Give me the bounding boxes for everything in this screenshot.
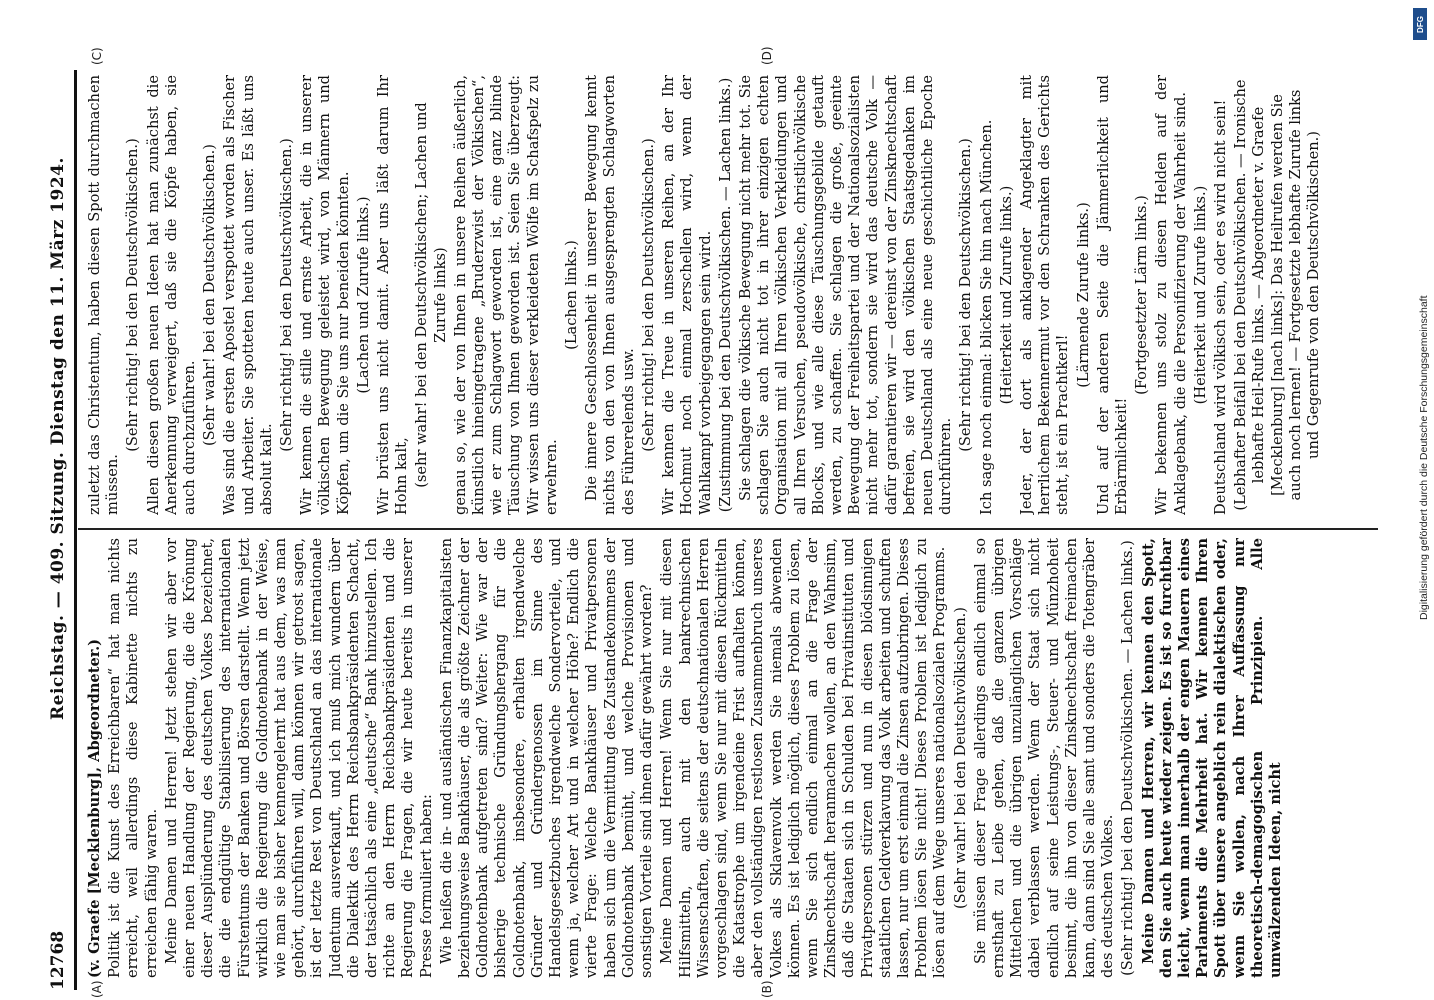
- right-paragraph: zuletzt das Christentum, haben diesen Spott durchmachen müssen.: [86, 75, 122, 515]
- right-paragraph: (Lärmende Zurufe links.): [1074, 202, 1092, 388]
- right-paragraph: Was sind die ersten Apostel verspottet worden als Fischer und Arbeiter. Sie spotteten heute auch unser. Es läßt uns absolut kalt.: [221, 75, 275, 515]
- right-paragraph: Deutschland wird völkisch sein, oder es wird nicht sein!: [1211, 99, 1229, 515]
- right-paragraph: (Zustimmung bei den Deutschvölkischen. — Lachen links.): [716, 77, 734, 513]
- right-paragraph: Wir brüsten uns nicht damit. Aber uns läßt darum Ihr Hohn kalt,: [375, 75, 411, 515]
- margin-mark-c: (C): [90, 47, 104, 65]
- right-paragraph: (Fortgesetzter Lärm links.): [1133, 195, 1151, 395]
- left-paragraph: (Sehr wahr! bei den Deutschvölkischen.): [951, 607, 969, 910]
- digitization-credit: Digitalisierung gefördert durch die Deutsche Forschungsgemeinschaft: [1418, 295, 1430, 620]
- right-paragraph: genau so, wie der von Ihnen in unsere Reihen äußerlich, künstlich hineingetragene „Bruderzwist der Völkischen“, wie er zum Schlagwort geworden ist, eine ganz blinde Täuschung von Ihnen geworden ist. Seien Sie überzeugt: Wir wissen uns dieser verkleideten Wölfe im Schafspelz zu erwehren.: [451, 75, 560, 515]
- right-paragraph: (Heiterkeit und Zurufe links.): [997, 185, 1015, 405]
- right-paragraph: (Lebhafter Beifall bei den Deutschvölkischen. — Ironische lebhafte Heil-Rufe links. — Abgeordneter v. Graefe [Mecklenburg] [nach links]: Das Heilrufen werden Sie auch noch lernen! — Fortgesetzte lebhafte Zurufe links und Gegenrufe von den Deutschvölkischen.): [1232, 79, 1322, 511]
- right-paragraph: (Sehr richtig! bei den Deutschvölkischen.): [278, 138, 296, 452]
- right-paragraph: (Sehr richtig! bei den Deutschvölkischen.): [124, 138, 142, 452]
- left-paragraph: (v. Graefe [Mecklenburg], Abgeordneter.): [86, 638, 103, 978]
- right-paragraph: (Heiterkeit und Zurufe links.): [1191, 185, 1209, 405]
- right-paragraph: Wir bekennen uns stolz zu diesen Helden auf der Anklagebank, die die Personifizierung der Wahrheit sind.: [1153, 75, 1189, 515]
- rotated-page: [40, 0, 1400, 1000]
- page-number: 12768: [48, 930, 68, 990]
- right-paragraph: Ich sage noch einmal: blicken Sie hin nach München.: [977, 119, 995, 515]
- right-paragraph: Wir kennen die Treue in unseren Reihen, an der Ihr Hochmut noch einmal zerschellen wird, wenn der Wahlkampf vorbeigegangen sein wird.: [660, 75, 714, 515]
- page-header: [48, 70, 77, 990]
- right-column: [86, 75, 1376, 515]
- left-column: [86, 538, 1376, 978]
- right-paragraph: Allen diesen großen neuen Ideen hat man zunächst die Anerkennung verweigert, daß sie die Köpfe haben, sie auch durchzuführen.: [144, 75, 199, 515]
- right-paragraph: (Sehr wahr! bei den Deutschvölkischen.): [201, 144, 219, 447]
- margin-mark-b: (B): [760, 980, 774, 998]
- dfg-logo-text: DFG: [1415, 15, 1425, 33]
- right-paragraph: Die innere Geschlossenheit in unserer Bewegung kennt nichts von den von Ihnen ausgesprengten Schlagworten des Führerelends usw.: [583, 75, 637, 515]
- left-paragraph: Meine Damen und Herren! Jetzt stehen wir aber vor einer neuen Handlung der Regierung, die die Krönung dieser Ausplünderung des deutschen Volkes bezeichnet, die die endgültige Stabilisierung des internationalen Fürstentums der Banken und Börsen darstellt. Wenn jetzt wirklich die Regierung die Goldnotenbank in der Weise, wie man sie bisher kennengelernt hat aus dem, was man gehört, durchführen will, dann können wir getrost sagen, ist der letzte Rest von Deutschland an das internationale Judentum ausverkauft, und ich muß mich wundern über die Dialektik des Herrn Reichsbankpräsidenten Schacht, der tatsächlich als eine „deutsche“ Bank hinzustellen. Ich richte an den Herrn Reichsbankpräsidenten und die Regierung die Fragen, die wir heute bereits in unserer Presse formuliert haben:: [162, 538, 435, 978]
- right-paragraph: Jeder, der dort als anklagender Angeklagter mit herrlichem Bekennermut vor den Schranken des Gerichts steht, ist ein Prachtkerl!: [1017, 75, 1072, 515]
- left-paragraph: Sie müssen dieser Frage allerdings endlich einmal so ernsthaft zu Leibe gehen, daß die ganzen übrigen Mittelchen und die übrigen unzulänglichen Vorschläge dabei verblassen werden. Wenn der Staat sich nicht endlich auf seine Leistungs-, Steuer- und Münzhoheit besinnt, die ihn von dieser Zinsknechtschaft freimachen kann, dann sind Sie alle samt und sonders die Totengräber des deutschen Volkes.: [971, 538, 1117, 978]
- margin-mark-a: (A): [90, 980, 104, 998]
- right-paragraph: Und auf der anderen Seite die Jämmerlichkeit und Erbärmlichkeit!: [1094, 75, 1130, 515]
- right-paragraph: (Sehr richtig! bei den Deutschvölkischen.): [957, 138, 975, 452]
- right-paragraph: Wir kennen die stille und ernste Arbeit, die in unserer völkischen Bewegung geleistet wird, von Männern und Köpfen, um die Sie uns nur beneiden könnten.: [298, 75, 352, 515]
- right-paragraph: Sie schlagen die völkische Bewegung nicht mehr tot. Sie schlagen Sie auch nicht tot in ihrer einzigen echten Organisation mit all Ihren völkischen Verkleidungen und all Ihren Versuchen, pseudovölkische, christlichvölkische Blocks, und wie alle diese Täuschungsgebilde getauft werden, zu schaffen. Sie schlagen die große, geeinte Bewegung der Freiheitspartei und der Nationalsozialisten nicht mehr tot, sondern sie wird das deutsche Volk — dafür garantieren wir — dereinst von der Zinsknechtschaft befreien, sie wird den völkischen Staatsgedanken im neuen Deutschland als eine neue geschichtliche Epoche durchführen.: [736, 75, 955, 515]
- left-paragraph: Politik ist die Kunst des Erreichbaren“ hat man nichts erreicht, weil allerdings diese Kabinette nichts zu erreichen fähig waren.: [106, 538, 160, 978]
- page-title: Reichstag. — 409. Sitzung. Dienstag den 11. März 1924.: [48, 157, 68, 720]
- right-paragraph: (sehr wahr! bei den Deutschvölkischen; Lachen und Zurufe links): [413, 102, 449, 488]
- left-paragraph: (Sehr richtig! bei den Deutschvölkischen. — Lachen links.): [1119, 540, 1137, 976]
- right-paragraph: (Lachen und Zurufe links.): [354, 196, 372, 394]
- dfg-logo: [1413, 8, 1427, 40]
- margin-mark-d: (D): [760, 46, 774, 65]
- right-paragraph: (Lachen links.): [563, 240, 581, 350]
- left-paragraph: Meine Damen und Herren, wir kennen den Spott, den Sie auch heute wieder zeigen. Es ist so furchtbar leicht, wenn man innerhalb der engen Mauern eines Parlaments die Mehrheit hat. Wir kennen Ihren Spott über unsere angeblich rein dialektischen oder, wenn Sie wollen, nach Ihrer Auffassung nur theoretisch-demagogischen Prinzipien. Alle umwälzenden Ideen, nicht: [1139, 538, 1284, 978]
- left-paragraph: Meine Damen und Herren! Wenn Sie nur mit diesen Hilfsmitteln, auch mit den bankrechnischen Wissenschaften, die seitens der deutschnationalen Herren vorgeschlagen sind, wenn Sie nur mit diesen Rückmitteln die Katastrophe um irgendeine Frist aufhalten können, aber den vollständigen restlosen Zusammenbruch unseres Volkes als Sklavenvolk werden Sie niemals abwenden können. Es ist lediglich möglich, dieses Problem zu lösen, wenn Sie sich endlich einmal an die Frage der Zinsknechtschaft heranmachen wollen, an den Wahnsinn, daß die Staaten sich in Schulden bei Privatinstituten und Privatpersonen stürzen und nun in diesen blödsinnigen staatlichen Geldverklavung das Volk arbeiten und schuften lassen, nur um erst einmal die Zinsen aufzubringen. Dieses Problem lösen Sie nicht! Dieses Problem ist lediglich zu lösen auf dem Wege unseres nationalsozialen Programms.: [658, 538, 949, 978]
- column-divider: [78, 528, 1378, 530]
- right-paragraph: (Sehr richtig! bei den Deutschvölkischen.): [639, 138, 657, 452]
- left-paragraph: Wie heißen die in- und ausländischen Finanzkapitalisten beziehungsweise Bankhäuser, die als größte Zeichner der Goldnotenbank aufgetreten sind? Weiter: Wie war der bisherige technische Gründungshergang für die Goldnotenbank, insbesondere, erhalten irgendwelche Gründer und Gründergenossen im Sinne des Handelsgesetzbuches irgendwelche Sondervorteile, und wenn ja, welcher Art und in welcher Höhe? Endlich die vierte Frage: Welche Bankhäuser und Privatpersonen haben sich um die Vermittlung des Zustandekommens der Goldnotenbank bemüht, und welche Provisionen und sonstigen Vorteile sind ihnen dafür gewährt worden?: [437, 538, 656, 978]
